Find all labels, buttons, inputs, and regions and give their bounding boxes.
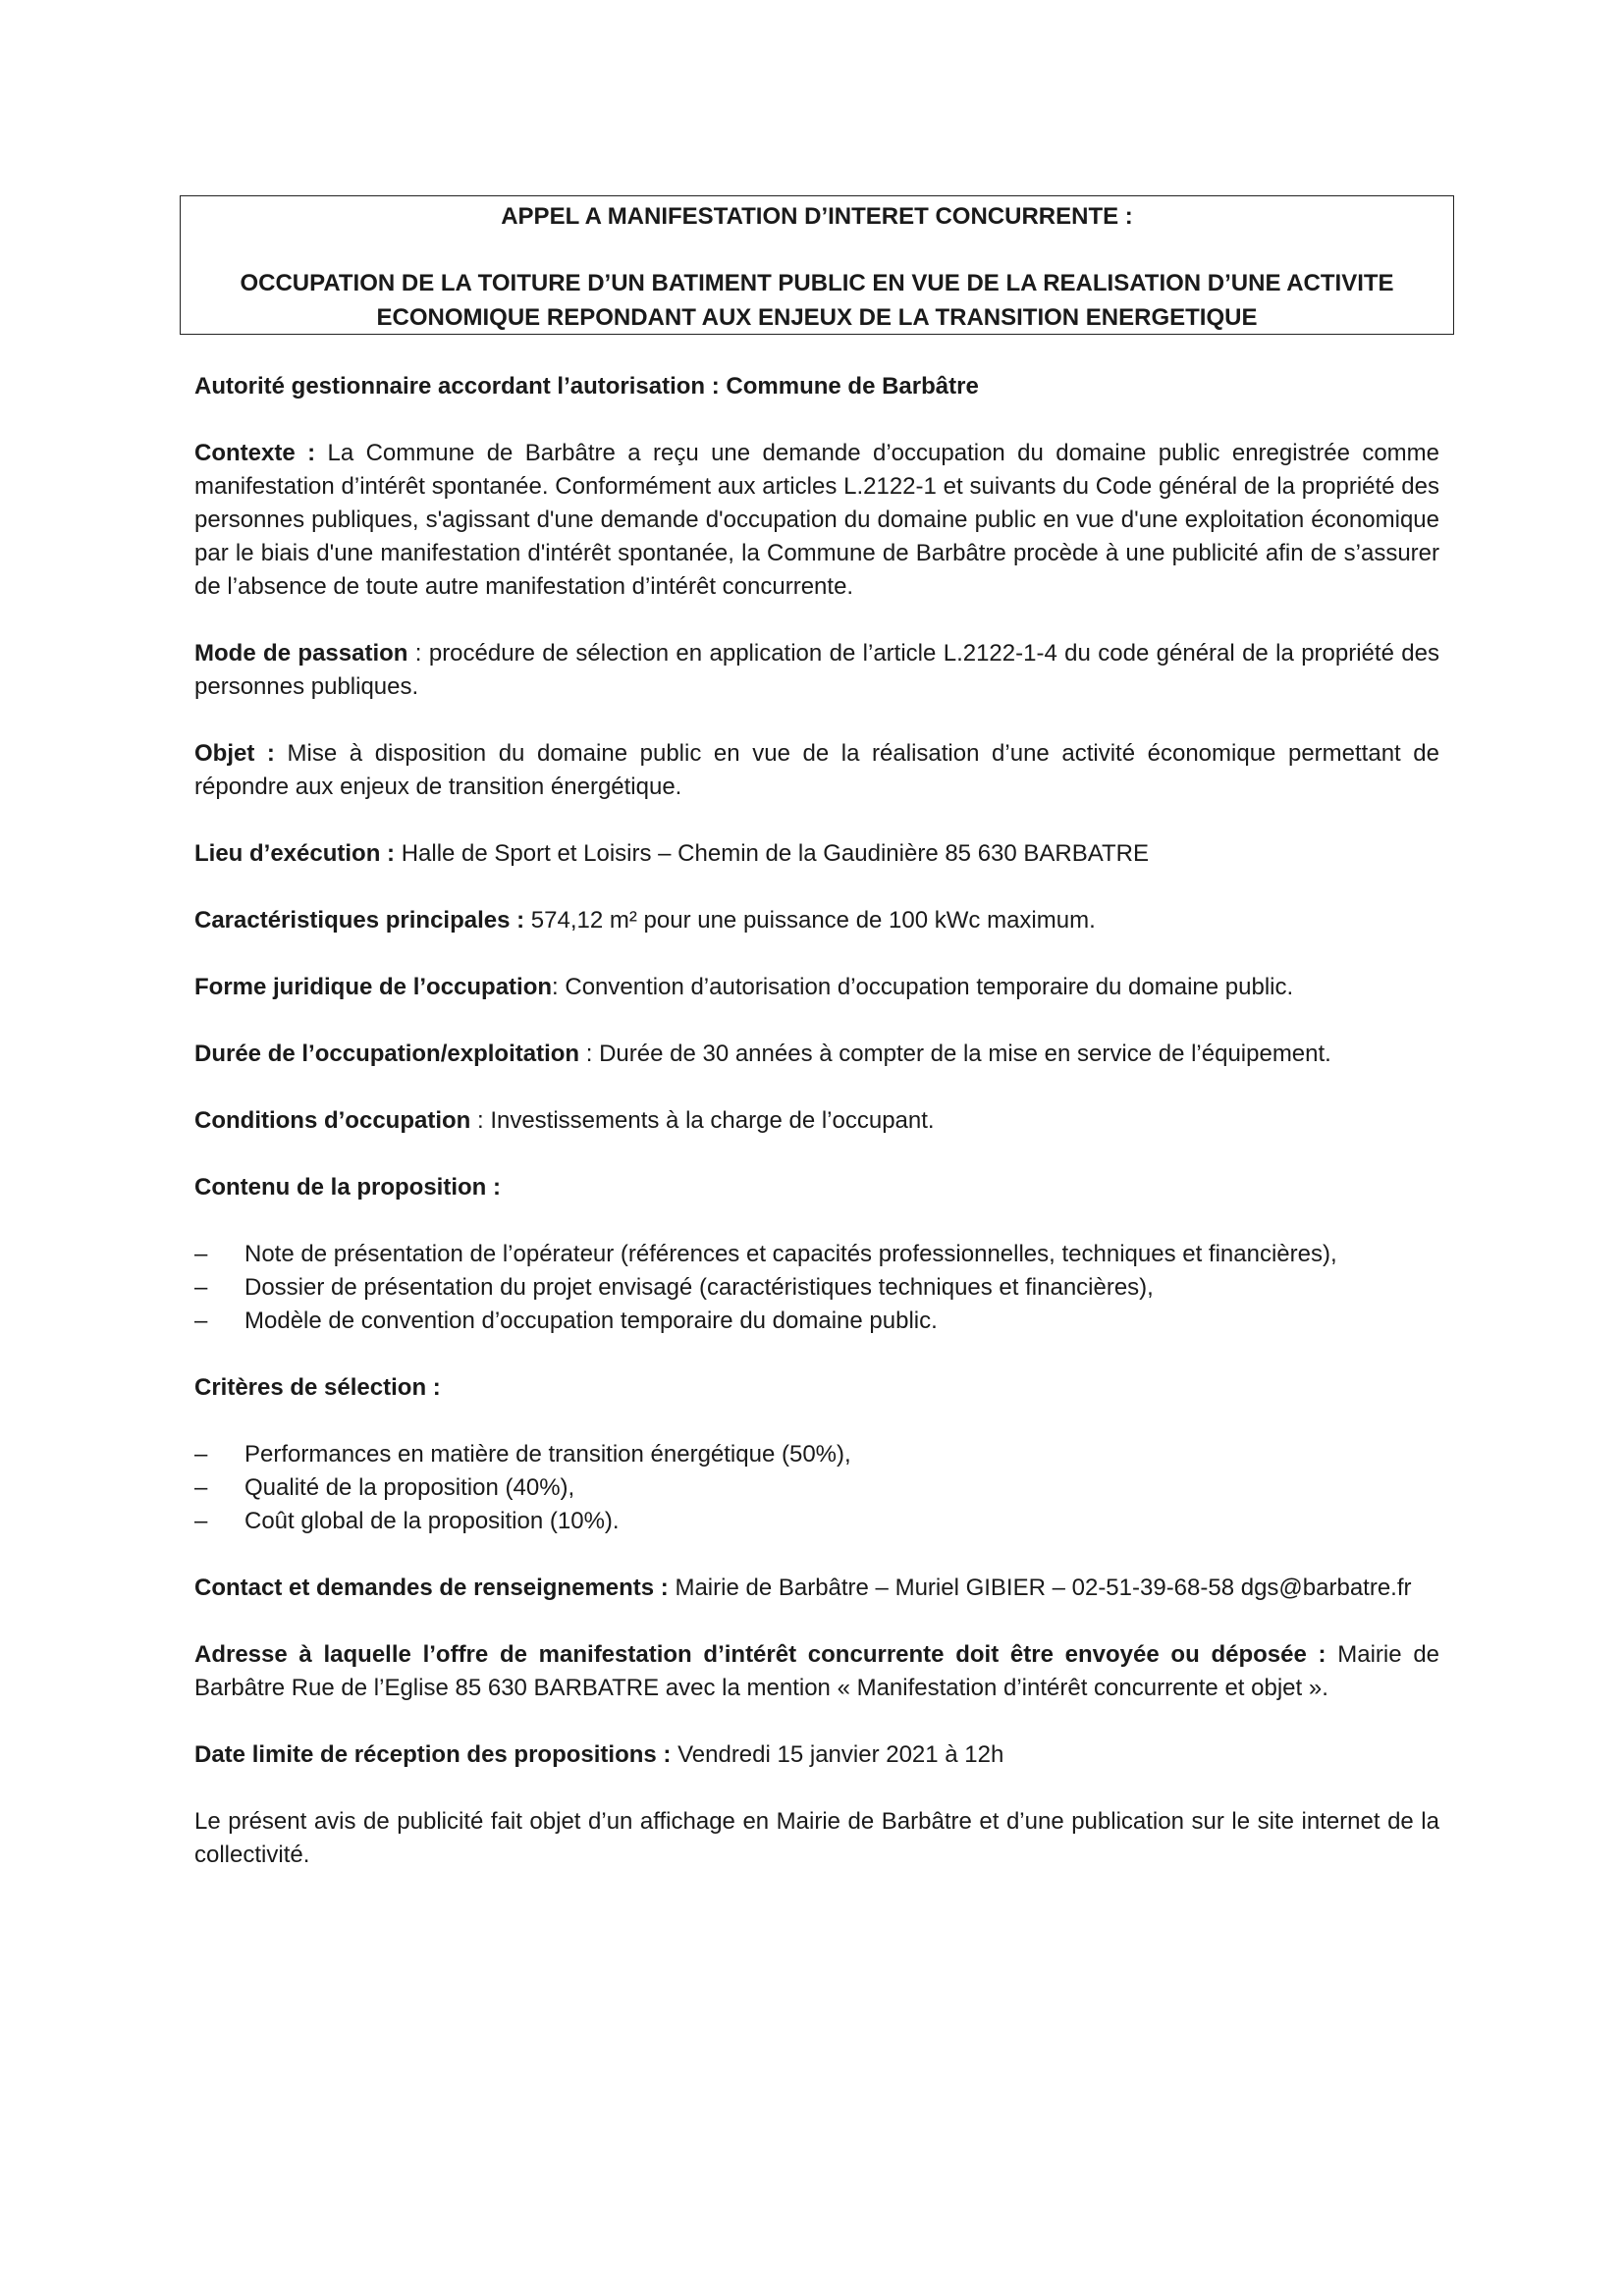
- mode-text: : procédure de sélection en application de l’article L.2122-1-4 du code général de la propriété des personnes publiques.: [194, 640, 1439, 700]
- contenu-heading: Contenu de la proposition :: [194, 1174, 501, 1201]
- list-item-text: Qualité de la proposition (40%),: [244, 1474, 575, 1501]
- contexte-label: Contexte :: [194, 440, 316, 466]
- lieu-paragraph: [194, 837, 1439, 871]
- duree-label: Durée de l’occupation/exploitation: [194, 1041, 580, 1067]
- contact-paragraph: [194, 1572, 1439, 1605]
- contexte-text: La Commune de Barbâtre a reçu une demande d’occupation du domaine public enregistrée comme manifestation d’intérêt spontanée. Conformément aux articles L.2122-1 et suivants du Code général de la propriété des personnes publiques, s'agissant d'une demande d'occupation du domaine public en vue d'une exploitation économique par le biais d'une manifestation d'intérêt spontanée, la Commune de Barbâtre procède à une publicité afin de s’assurer de l’absence de toute autre manifestation d’intérêt concurrente.: [194, 440, 1439, 600]
- lieu-label: Lieu d’exécution :: [194, 840, 396, 867]
- adresse-label: Adresse à laquelle l’offre de manifestation d’intérêt concurrente doit être envoyée ou déposée :: [194, 1641, 1326, 1668]
- title-line-2: OCCUPATION DE LA TOITURE D’UN BATIMENT PUBLIC EN VUE DE LA REALISATION D’UNE ACTIVITE ECONOMIQUE REPONDANT AUX ENJEUX DE LA TRANSITION ENERGETIQUE: [240, 270, 1394, 331]
- document-body: [194, 370, 1439, 1905]
- date-limite-text: Vendredi 15 janvier 2021 à 12h: [671, 1741, 1004, 1768]
- avis-paragraph: Le présent avis de publicité fait objet d’un affichage en Mairie de Barbâtre et d’une publication sur le site internet de la collectivité.: [194, 1808, 1439, 1868]
- contact-label: Contact et demandes de renseignements :: [194, 1575, 669, 1601]
- dash-bullet: –: [194, 1308, 208, 1334]
- list-item-text: Dossier de présentation du projet envisagé (caractéristiques techniques et financières),: [244, 1274, 1154, 1301]
- conditions-paragraph: [194, 1104, 1439, 1138]
- mode-label: Mode de passation: [194, 640, 408, 667]
- dash-bullet: –: [194, 1241, 208, 1267]
- lieu-text: Halle de Sport et Loisirs – Chemin de la Gaudinière 85 630 BARBATRE: [395, 840, 1149, 867]
- title-box: [180, 195, 1454, 335]
- contact-text: Mairie de Barbâtre – Muriel GIBIER – 02-51-39-68-58 dgs@barbatre.fr: [668, 1575, 1412, 1601]
- duree-text: : Durée de 30 années à compter de la mise en service de l’équipement.: [579, 1041, 1331, 1067]
- criteres-heading: Critères de sélection :: [194, 1374, 441, 1401]
- objet-label: Objet :: [194, 740, 275, 767]
- list-item-text: Modèle de convention d’occupation temporaire du domaine public.: [244, 1308, 938, 1334]
- conditions-label: Conditions d’occupation: [194, 1107, 471, 1134]
- adresse-text: Mairie de Barbâtre Rue de l’Eglise 85 630 BARBATRE avec la mention « Manifestation d’intérêt concurrente et objet ».: [194, 1641, 1440, 1701]
- date-limite-label: Date limite de réception des propositions :: [194, 1741, 672, 1768]
- list-item: [194, 1271, 1439, 1305]
- mode-paragraph: [194, 637, 1439, 704]
- contexte-paragraph: [194, 437, 1439, 604]
- dash-bullet: –: [194, 1441, 208, 1468]
- list-item: [194, 1305, 1439, 1338]
- list-item-text: Performances en matière de transition énergétique (50%),: [244, 1441, 851, 1468]
- forme-text: : Convention d’autorisation d’occupation temporaire du domaine public.: [552, 974, 1294, 1000]
- caracteristiques-paragraph: [194, 904, 1439, 937]
- contenu-list: [194, 1238, 1439, 1338]
- list-item: [194, 1238, 1439, 1271]
- list-item: [194, 1471, 1439, 1505]
- forme-label: Forme juridique de l’occupation: [194, 974, 553, 1000]
- dash-bullet: –: [194, 1474, 208, 1501]
- autorite-line: Autorité gestionnaire accordant l’autorisation : Commune de Barbâtre: [194, 373, 979, 400]
- caracteristiques-label: Caractéristiques principales :: [194, 907, 525, 934]
- forme-paragraph: [194, 971, 1439, 1004]
- objet-text: Mise à disposition du domaine public en vue de la réalisation d’une activité économique permettant de répondre aux enjeux de transition énergétique.: [194, 740, 1439, 800]
- list-item-text: Note de présentation de l’opérateur (références et capacités professionnelles, techniques et financières),: [244, 1241, 1337, 1267]
- dash-bullet: –: [194, 1508, 208, 1534]
- title-line-1: APPEL A MANIFESTATION D’INTERET CONCURRENTE :: [501, 203, 1133, 230]
- list-item: [194, 1438, 1439, 1471]
- dash-bullet: –: [194, 1274, 208, 1301]
- criteres-list: [194, 1438, 1439, 1538]
- objet-paragraph: [194, 737, 1439, 804]
- duree-paragraph: [194, 1038, 1439, 1071]
- list-item-text: Coût global de la proposition (10%).: [244, 1508, 620, 1534]
- date-limite-paragraph: [194, 1738, 1439, 1772]
- caracteristiques-text: 574,12 m² pour une puissance de 100 kWc maximum.: [524, 907, 1096, 934]
- adresse-paragraph: [194, 1638, 1439, 1705]
- conditions-text: : Investissements à la charge de l’occupant.: [470, 1107, 935, 1134]
- list-item: [194, 1505, 1439, 1538]
